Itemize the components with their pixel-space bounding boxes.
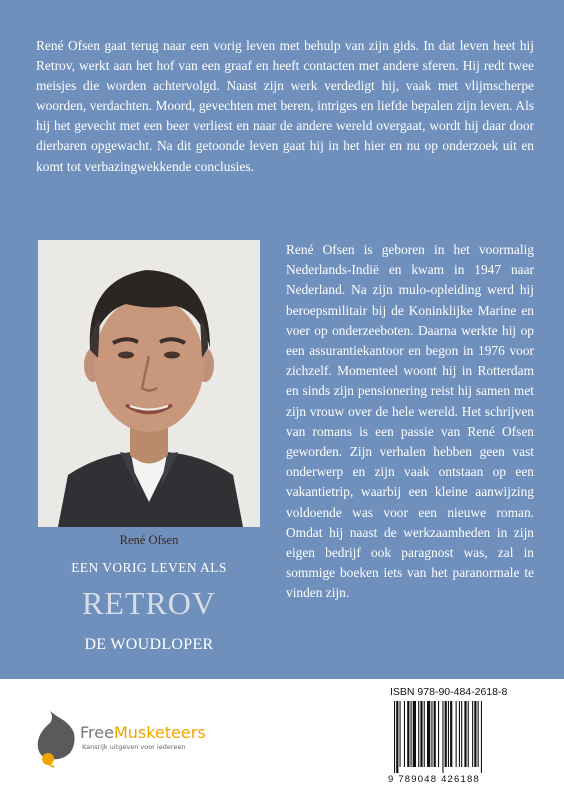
author-photo [38,240,260,527]
publisher-name-free: Free [80,723,114,742]
musketeer-logo-icon [36,709,78,769]
isbn-barcode [388,686,524,790]
publisher-tagline: Kansrijk uitgeven voor iedereen [82,743,186,751]
isbn-digits: 9 789048 426188 [388,774,480,785]
book-blurb: René Ofsen gaat terug naar een vorig leven met behulp van zijn gids. In dat leven heet hij Retrov, werkt aan het hof van een graaf en heeft contacten met andere sferen. Hij redt twee meisjes die worden achtervolgd. Naast zijn werk verdedigt hij, vaak met vlijmscherpe woorden, verdachten. Moord, gevechten met beren, intriges en liefde bepalen zijn leven. Als hij het gevecht met een beer verliest en naar de andere wereld overgaat, wordt hij daar door dierbaren opgewacht. Na dit getoonde leven gaat hij in het hier en nu op onderzoek uit en komt tot verbazingwekkende conclusies. [36,38,534,174]
isbn-label: ISBN 978-90-484-2618-8 [390,686,508,698]
barcode-icon [388,701,524,773]
book-subtitle: DE WOUDLOPER [84,636,214,653]
publisher-name-musketeers: Musketeers [113,723,206,742]
publisher-logo [36,709,216,769]
series-line: EEN VORIG LEVEN ALS [71,560,227,575]
author-bio: René Ofsen is geboren in het voormalig Nederlands-Indië en kwam in 1947 naar Nederland. Na zijn mulo-opleiding werd hij beroepsmilitair bij de Koninklijke Marine en voer op onderzeeboten. Daarna werkte hij op een assurantiekantoor en begon in 1976 voor zichzelf. Momenteel woont hij in Rotterdam en sinds zijn pensionering reist hij samen met zijn vrouw over de hele wereld. Het schrijven van romans is een passie van René Ofsen geworden. Zijn verhalen hebben geen vast onderwerp en zijn vaak ontstaan op een vakantietrip, waarbij een kleine aanwijzing voldoende was voor een nieuwe roman. Omdat hij naast de werkzaamheden in zijn eigen bedrijf ook paragnost was, zal in sommige boeken iets van het paranormale te vinden zijn. [286,242,534,601]
author-portrait-icon [38,240,260,527]
book-title: RETROV [82,585,216,621]
author-photo-caption: René Ofsen [119,533,179,547]
publisher-name [80,723,206,742]
